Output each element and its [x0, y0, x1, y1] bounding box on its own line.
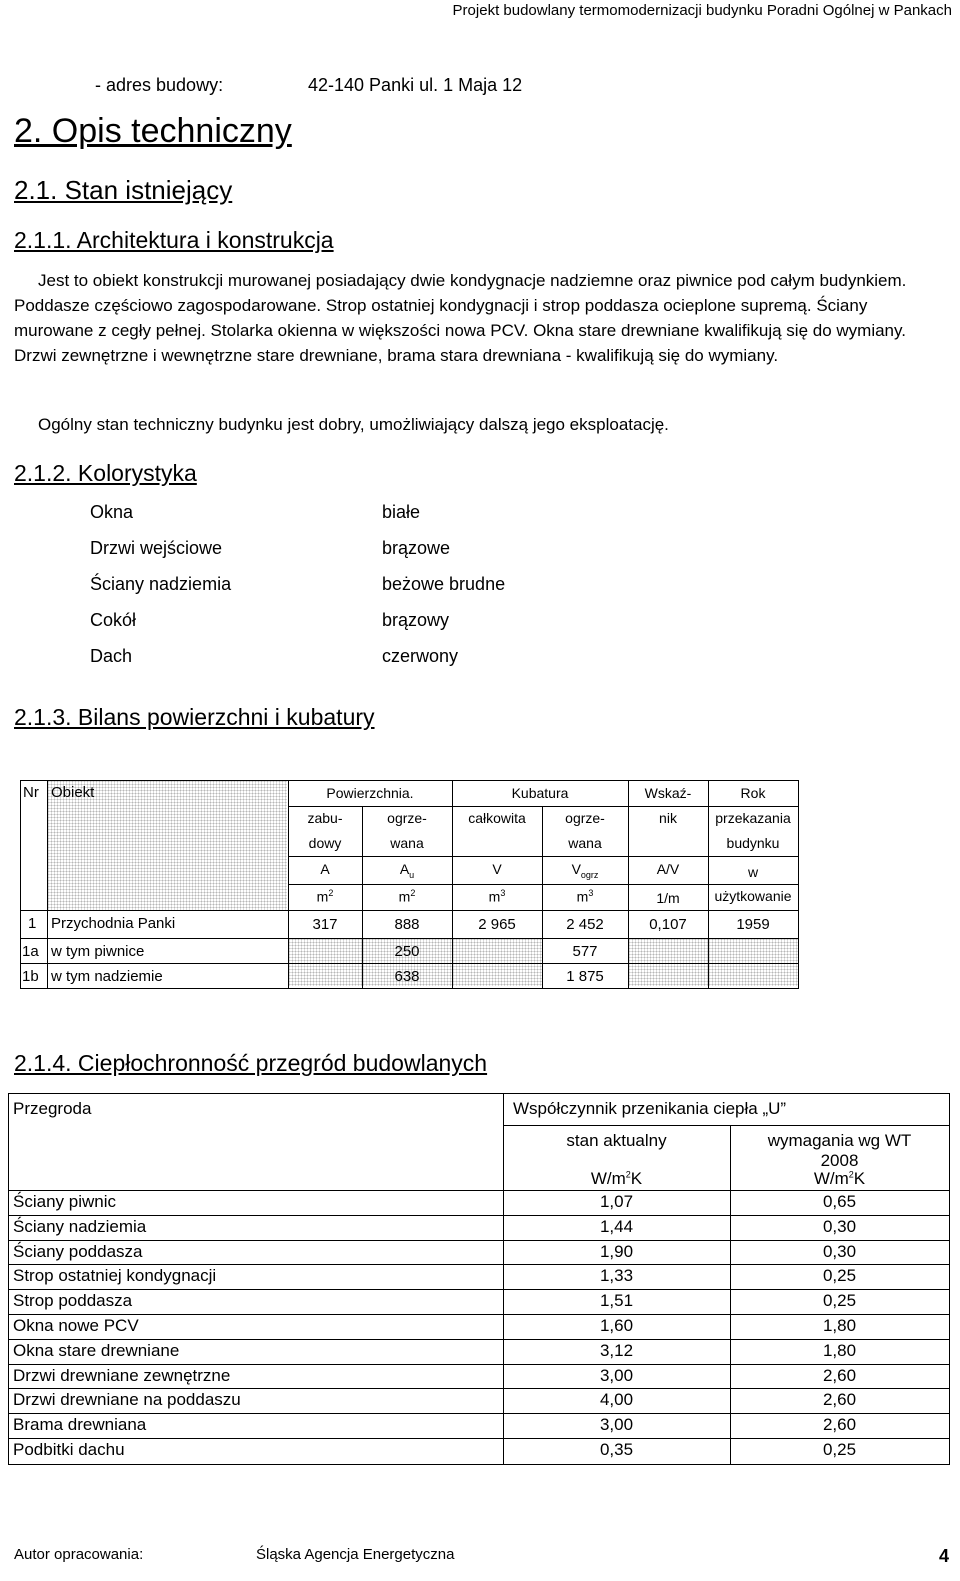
col-heated-2: wana	[390, 835, 424, 851]
col-built-2: dowy	[308, 835, 342, 851]
unit-text: m	[398, 888, 411, 905]
col-volume: Kubatura	[511, 785, 569, 801]
required-value: 1,80	[822, 1316, 857, 1335]
row-au: 250	[394, 943, 420, 960]
row-nr: 1a	[22, 943, 39, 960]
color-element: Okna	[90, 502, 134, 522]
unit-m3	[542, 888, 628, 905]
color-value: brązowy	[382, 610, 450, 630]
partition-name: Drzwi drewniane zewnętrzne	[13, 1365, 231, 1385]
author-name: Śląska Agencja Energetyczna	[256, 1546, 455, 1563]
partition-name: Strop ostatniej kondygnacji	[13, 1266, 217, 1286]
unit-m2	[288, 888, 362, 905]
col-heated-1: ogrze-	[387, 810, 427, 826]
symbol-av: A/V	[656, 861, 680, 877]
unit-sup: 2	[328, 888, 334, 898]
symbol-sub: ogrz	[580, 869, 599, 880]
grid-line	[288, 806, 798, 807]
address-value: 42-140 Panki ul. 1 Maja 12	[308, 75, 523, 95]
heading-technical-description: 2. Opis techniczny	[14, 112, 292, 150]
architecture-paragraph	[14, 268, 949, 368]
grid-line	[8, 1339, 949, 1340]
construction-address	[95, 75, 523, 96]
heading-area-balance: 2.1.3. Bilans powierzchni i kubatury	[14, 704, 375, 730]
symbol-vogrz	[542, 861, 628, 880]
grid-line	[8, 1413, 949, 1414]
current-value: 1,60	[599, 1316, 634, 1335]
grid-line	[20, 910, 798, 911]
grid-line	[8, 1314, 949, 1315]
col-built-1: zabu-	[307, 810, 343, 826]
unit-m3	[452, 888, 542, 905]
grid-line	[20, 963, 798, 964]
symbol-text: A	[399, 861, 410, 877]
required-value: 0,25	[822, 1266, 857, 1286]
area-balance-table	[20, 780, 950, 995]
col-index-2: nik	[659, 810, 677, 826]
grid-line	[47, 780, 48, 988]
required-value: 2,60	[822, 1365, 857, 1385]
symbol-v: V	[492, 861, 502, 877]
row-au: 638	[394, 968, 420, 985]
unit-k: K	[853, 1169, 866, 1188]
row-v: 2 965	[478, 916, 516, 933]
partition-name: Drzwi drewniane na poddaszu	[13, 1390, 241, 1410]
heading-colors: 2.1.2. Kolorystyka	[14, 460, 197, 486]
current-value: 1,90	[599, 1241, 634, 1261]
unit-sup: 3	[588, 888, 594, 898]
grid-line	[8, 1289, 949, 1290]
grid-line	[288, 884, 798, 885]
unit-sup: 2	[625, 1169, 631, 1180]
row-nr: 1b	[22, 968, 39, 985]
col-heated-vol-1: ogrze-	[565, 810, 605, 826]
partition-name: Podbitki dachu	[13, 1440, 125, 1459]
row-year: 1959	[736, 916, 770, 933]
heading-existing-state: 2.1. Stan istniejący	[14, 175, 233, 205]
author-label: Autor opracowania:	[14, 1546, 144, 1563]
col-required-1: wymagania wg WT	[767, 1131, 912, 1150]
col-index-1: Wskaź-	[644, 785, 692, 801]
unit-text: m	[576, 888, 589, 905]
unit-text: m	[316, 888, 329, 905]
required-value: 2,60	[822, 1390, 857, 1410]
grid-line	[8, 1438, 949, 1439]
heading-thermal: 2.1.4. Ciepłochronność przegród budowlanych	[14, 1050, 488, 1076]
current-value: 1,07	[599, 1192, 634, 1211]
unit-k: K	[630, 1169, 643, 1188]
grid-line	[8, 1364, 949, 1365]
color-value: beżowe brudne	[382, 574, 506, 594]
unit-text: W/m	[813, 1169, 849, 1188]
grid-line	[8, 1388, 949, 1389]
unit-usage: użytkowanie	[714, 888, 792, 904]
unit-sup: 2	[410, 888, 416, 898]
symbol-au	[362, 861, 452, 880]
partition-name: Ściany nadziemia	[13, 1216, 147, 1236]
row-vogrz: 2 452	[566, 916, 604, 933]
required-value: 0,30	[822, 1216, 857, 1236]
col-year: Rok	[740, 785, 766, 801]
col-handover-1: przekazania	[715, 810, 791, 826]
row-name: w tym piwnice	[51, 943, 145, 960]
col-nr: Nr	[23, 784, 39, 801]
col-partition: Przegroda	[13, 1099, 92, 1118]
row-a: 317	[312, 916, 338, 933]
unit-text: m	[488, 888, 501, 905]
unit-sup: 2	[848, 1169, 854, 1180]
row-name: w tym nadziemie	[51, 968, 163, 985]
current-value: 1,33	[599, 1266, 634, 1286]
color-value: czerwony	[382, 646, 459, 666]
unit-sup: 3	[500, 888, 506, 898]
col-area: Powierzchnia.	[326, 785, 414, 801]
page-header: Projekt budowlany termomodernizacji budynku Poradni Ogólnej w Pankach	[452, 2, 952, 19]
row-name: Przychodnia Panki	[51, 915, 176, 932]
address-label: - adres budowy:	[95, 75, 224, 95]
grid-line	[20, 938, 798, 939]
required-value: 0,30	[822, 1241, 857, 1261]
grid-line	[8, 1190, 949, 1191]
current-value: 3,00	[599, 1365, 634, 1385]
unit-1m: 1/m	[656, 890, 680, 906]
col-object: Obiekt	[51, 784, 95, 801]
current-value: 0,35	[599, 1440, 634, 1459]
thermal-table	[8, 1093, 949, 1465]
row-au: 888	[394, 916, 420, 933]
required-value: 2,60	[822, 1415, 857, 1435]
current-value: 4,00	[599, 1390, 634, 1410]
page-number: 4	[939, 1546, 950, 1566]
grid-line	[288, 856, 798, 857]
general-state-text: Ogólny stan techniczny budynku jest dobry, umożliwiający dalszą jego eksploatację.	[38, 415, 669, 434]
color-element: Drzwi wejściowe	[90, 538, 223, 558]
row-vogrz: 577	[572, 943, 598, 960]
color-value: brązowe	[382, 538, 451, 558]
symbol-w: w	[747, 864, 759, 880]
grid-line	[8, 1215, 949, 1216]
symbol-text: V	[571, 861, 581, 877]
current-value: 3,12	[599, 1340, 634, 1360]
unit-current	[503, 1169, 730, 1189]
row-vogrz: 1 875	[566, 968, 604, 985]
required-value: 0,25	[822, 1440, 857, 1459]
partition-name: Ściany poddasza	[13, 1241, 143, 1261]
col-coefficient: Współczynnik przenikania ciepła „U”	[513, 1099, 787, 1118]
current-value: 1,44	[599, 1216, 634, 1236]
partition-name: Strop poddasza	[13, 1291, 133, 1311]
required-value: 1,80	[822, 1340, 857, 1360]
symbol-sub: u	[409, 869, 415, 880]
architecture-text: Jest to obiekt konstrukcji murowanej posiadający dwie kondygnacje nadziemne oraz piwnice pod całym budynkiem. Poddasze częściowo zagospodarowane. Strop ostatniej kondygnacji i strop poddasza ocieplone supremą. Ściany murowane z cegły pełnej. Stolarka okienna w większości nowa PCV. Okna stare drewniane kwalifikują się do wymiany. Drzwi zewnętrzne i wewnętrzne stare drewniane, brama stara drewniana - kwalifikują się do wymiany.	[14, 271, 907, 365]
symbol-a: A	[320, 861, 330, 877]
unit-required	[730, 1169, 949, 1189]
partition-name: Okna stare drewniane	[13, 1340, 180, 1360]
current-value: 3,00	[599, 1415, 634, 1435]
heading-architecture: 2.1.1. Architektura i konstrukcja	[14, 227, 334, 253]
grid-line	[8, 1264, 949, 1265]
row-nr: 1	[28, 915, 37, 932]
col-heated-vol-2: wana	[568, 835, 602, 851]
required-value: 0,65	[822, 1192, 857, 1211]
unit-m2	[362, 888, 452, 905]
partition-name: Okna nowe PCV	[13, 1316, 139, 1335]
grid-line	[8, 1240, 949, 1241]
color-element: Cokół	[90, 610, 137, 630]
unit-text: W/m	[590, 1169, 626, 1188]
col-current: stan aktualny	[566, 1131, 667, 1150]
color-element: Ściany nadziemia	[90, 574, 232, 594]
partition-name: Ściany piwnic	[13, 1192, 116, 1211]
color-value: białe	[382, 502, 421, 522]
current-value: 1,51	[599, 1291, 634, 1311]
partition-name: Brama drewniana	[13, 1415, 147, 1435]
color-element: Dach	[90, 646, 133, 666]
grid-line	[503, 1125, 949, 1126]
required-value: 0,25	[822, 1291, 857, 1311]
col-required-2: 2008	[820, 1151, 859, 1170]
col-total: całkowita	[468, 810, 526, 826]
row-av: 0,107	[649, 916, 687, 933]
col-handover-2: budynku	[726, 835, 780, 851]
general-state-paragraph	[14, 412, 949, 437]
